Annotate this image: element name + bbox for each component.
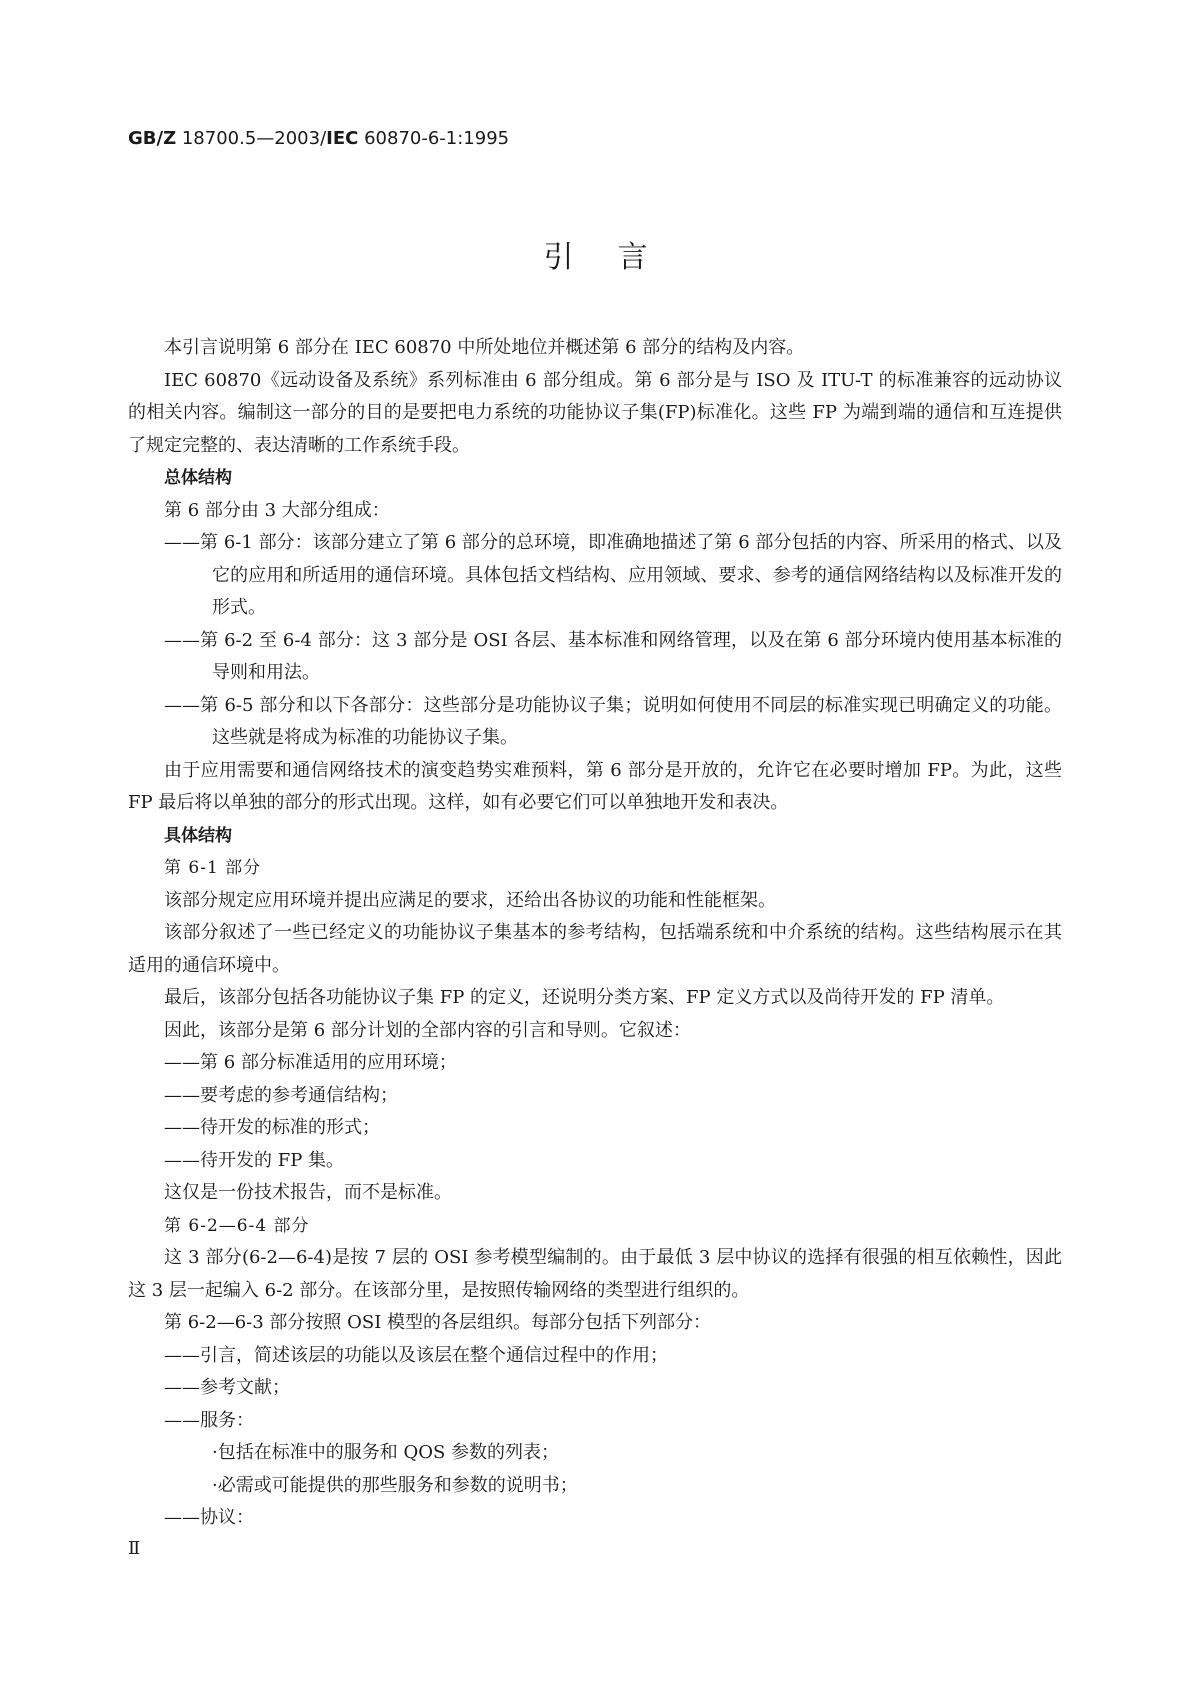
bullet-item: ·包括在标准中的服务和 QOS 参数的列表；	[212, 1442, 560, 1463]
section-heading-specific: 具体结构	[164, 825, 232, 846]
list-item: ——要考虑的参考通信结构；	[164, 1084, 398, 1106]
section-heading-overall: 总体结构	[164, 468, 232, 488]
paragraph: IEC 60870《远动设备及系统》系列标准由 6 部分组成。第 6 部分是与 ISO 及 ITU-T 的标准兼容的远动协议的相关内容。编制这一部分的目的是要把电力系统的功能协议子集(FP)标准化。这些 FP 为端到端的通信和互连提供了规定完整的、表达清晰的工作系统手段。	[128, 369, 1062, 456]
paragraph: 由于应用需要和通信网络技术的演变趋势实难预料，第 6 部分是开放的，允许它在必要时增加 FP。为此，这些 FP 最后将以单独的部分的形式出现。这样，如有必要它们可以单独地开发和表决。	[128, 759, 1062, 813]
list-item: ——参考文献；	[164, 1377, 290, 1398]
paragraph: 这仅是一份技术报告，而不是标准。	[164, 1182, 452, 1203]
iec-number: 60870-6-1:1995	[358, 128, 510, 149]
standard-code-number: 18700.5—2003/	[176, 128, 327, 149]
standard-code-prefix: GB/Z	[128, 128, 177, 149]
list-item: ——服务：	[164, 1409, 254, 1431]
dash-item: ——第 6-2 至 6-4 部分：这 3 部分是 OSI 各层、基本标准和网络管理，以及在第 6 部分环境内使用基本标准的导则和用法。	[164, 629, 1062, 683]
document-body	[128, 332, 1062, 1535]
page-title: 引言	[543, 240, 692, 275]
paragraph: 该部分规定应用环境并提出应满足的要求，还给出各协议的功能和性能框架。	[164, 889, 776, 911]
paragraph: 第 6 部分由 3 大部分组成：	[164, 499, 390, 521]
paragraph: 因此，该部分是第 6 部分计划的全部内容的引言和导则。它叙述：	[164, 1019, 691, 1041]
list-item: ——待开发的 FP 集。	[164, 1149, 345, 1171]
list-item: ——协议：	[164, 1507, 254, 1528]
subsection-heading: 第 6-1 部分	[164, 858, 262, 878]
paragraph: 第 6-2—6-3 部分按照 OSI 模型的各层组织。每部分包括下列部分：	[164, 1312, 712, 1333]
iec-prefix: IEC	[326, 128, 359, 149]
paragraph: 该部分叙述了一些已经定义的功能协议子集基本的参考结构，包括端系统和中介系统的结构。这些结构展示在其适用的通信环境中。	[128, 922, 1062, 976]
paragraph: 本引言说明第 6 部分在 IEC 60870 中所处地位并概述第 6 部分的结构及内容。	[164, 337, 805, 358]
subsection-heading: 第 6-2—6-4 部分	[164, 1215, 310, 1236]
list-item: ——待开发的标准的形式；	[164, 1117, 380, 1138]
paragraph: 这 3 部分(6-2—6-4)是按 7 层的 OSI 参考模型编制的。由于最低 3 层中协议的选择有很强的相互依赖性，因此这 3 层一起编入 6-2 部分。在该部分里，是按照传输网络的类型进行组织的。	[128, 1247, 1062, 1301]
standard-code-header	[128, 128, 509, 149]
page-number: Ⅱ	[128, 1538, 141, 1559]
list-item: ——第 6 部分标准适用的应用环境；	[164, 1052, 457, 1073]
paragraph: 最后，该部分包括各功能协议子集 FP 的定义，还说明分类方案、FP 定义方式以及尚待开发的 FP 清单。	[164, 987, 1005, 1008]
bullet-item: ·必需或可能提供的那些服务和参数的说明书；	[212, 1474, 578, 1496]
dash-item: ——第 6-5 部分和以下各部分：这些部分是功能协议子集；说明如何使用不同层的标准实现已明确定义的功能。这些就是将成为标准的功能协议子集。	[164, 694, 1062, 748]
dash-item: ——第 6-1 部分：该部分建立了第 6 部分的总环境，即准确地描述了第 6 部分包括的内容、所采用的格式、以及它的应用和所适用的通信环境。具体包括文档结构、应用领域、要求、参考的通信网络结构以及标准开发的形式。	[164, 532, 1062, 618]
list-item: ——引言，简述该层的功能以及该层在整个通信过程中的作用；	[164, 1344, 668, 1366]
